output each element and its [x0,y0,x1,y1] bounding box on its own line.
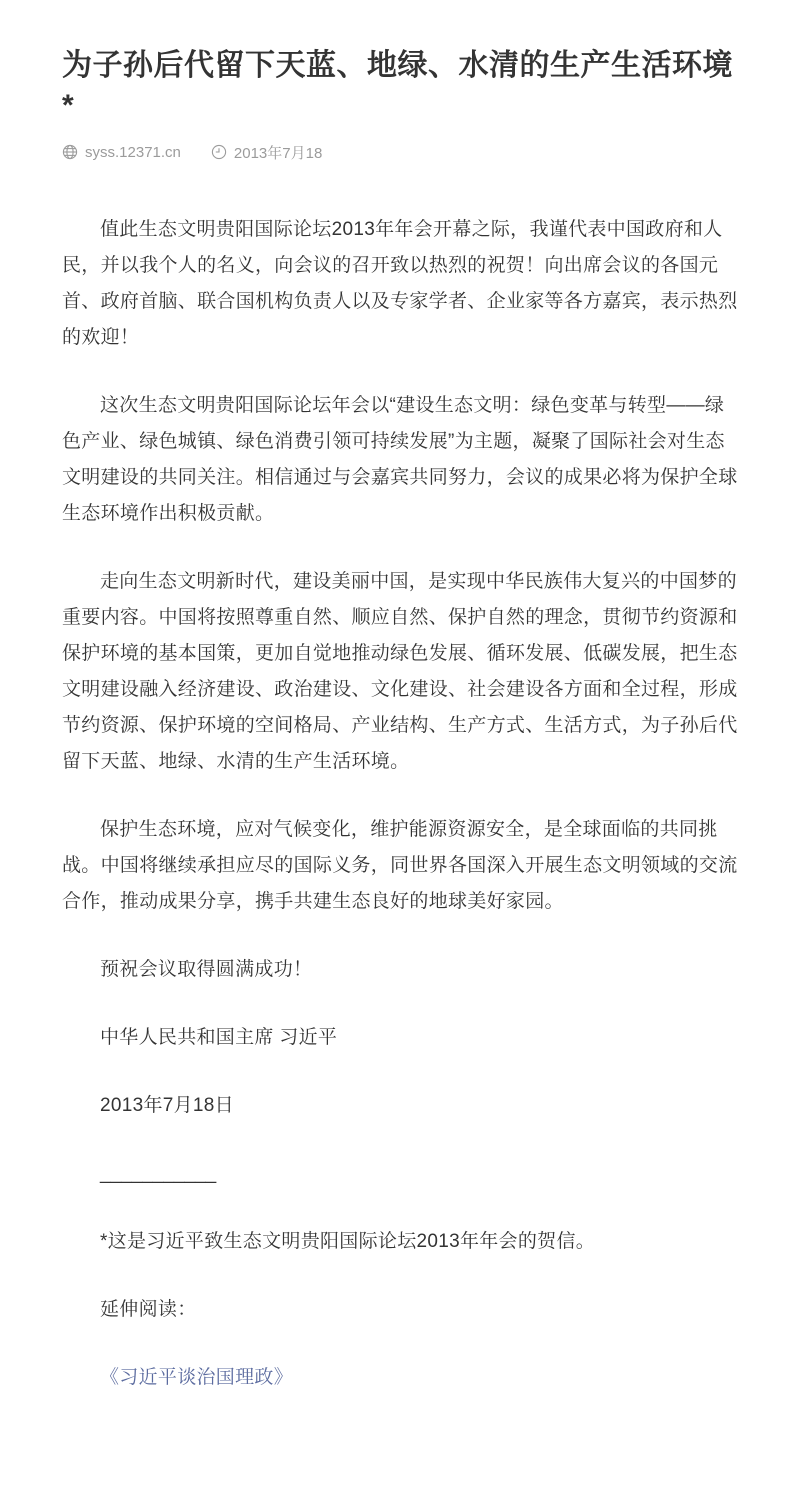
meta-date-text: 2013年7月18 [233,144,323,162]
body-paragraph-1: 值此生态文明贵阳国际论坛2013年年会开幕之际，我谨代表中国政府和人民，并以我个人的名义，向会议的召开致以热烈的祝贺！向出席会议的各国元首、政府首脑、联合国机构负责人以及专家学者、企业家等各方嘉宾，表示热烈的欢迎！ [62,219,738,348]
article-title: 为子孙后代留下天蓝、地绿、水清的生产生活环境* [62,49,733,122]
globe-icon [62,144,78,160]
body-paragraph-3: 走向生态文明新时代，建设美丽中国，是实现中华民族伟大复兴的中国梦的重要内容。中国将按照尊重自然、顺应自然、保护自然的理念，贯彻节约资源和保护环境的基本国策，更加自觉地推动绿色发展、循环发展、低碳发展，把生态文明建设融入经济建设、政治建设、文化建设、社会建设各方面和全过程，形成节约资源、保护环境的空间格局、产业结构、生产方式、生活方式，为子孙后代留下天蓝、地绿、水清的生产生活环境。 [62,571,738,772]
signature-line: 中华人民共和国主席 习近平 [100,1027,338,1048]
article-meta [62,142,738,162]
related-reading-label: 延伸阅读： [100,1299,197,1320]
meta-source-text: syss.12371.cn [85,143,181,161]
closing-line: 预祝会议取得圆满成功！ [100,959,313,980]
sign-date-line: 2013年7月18日 [100,1095,234,1116]
meta-source [62,144,181,161]
related-link-line [62,1360,738,1396]
article-body [62,212,738,1396]
footnote-divider: ___________ [100,1163,217,1184]
meta-date [211,142,322,163]
related-book-link[interactable]: 《习近平谈治国理政》 [100,1367,294,1388]
clock-icon [211,144,227,160]
footnote-line: *这是习近平致生态文明贵阳国际论坛2013年年会的贺信。 [100,1231,596,1252]
body-paragraph-2: 这次生态文明贵阳国际论坛年会以“建设生态文明：绿色变革与转型——绿色产业、绿色城镇、绿色消费引领可持续发展”为主题，凝聚了国际社会对生态文明建设的共同关注。相信通过与会嘉宾共同努力，会议的成果必将为保护全球生态环境作出积极贡献。 [62,395,738,524]
body-paragraph-4: 保护生态环境，应对气候变化，维护能源资源安全，是全球面临的共同挑战。中国将继续承担应尽的国际义务，同世界各国深入开展生态文明领域的交流合作，推动成果分享，携手共建生态良好的地球美好家园。 [62,819,738,912]
